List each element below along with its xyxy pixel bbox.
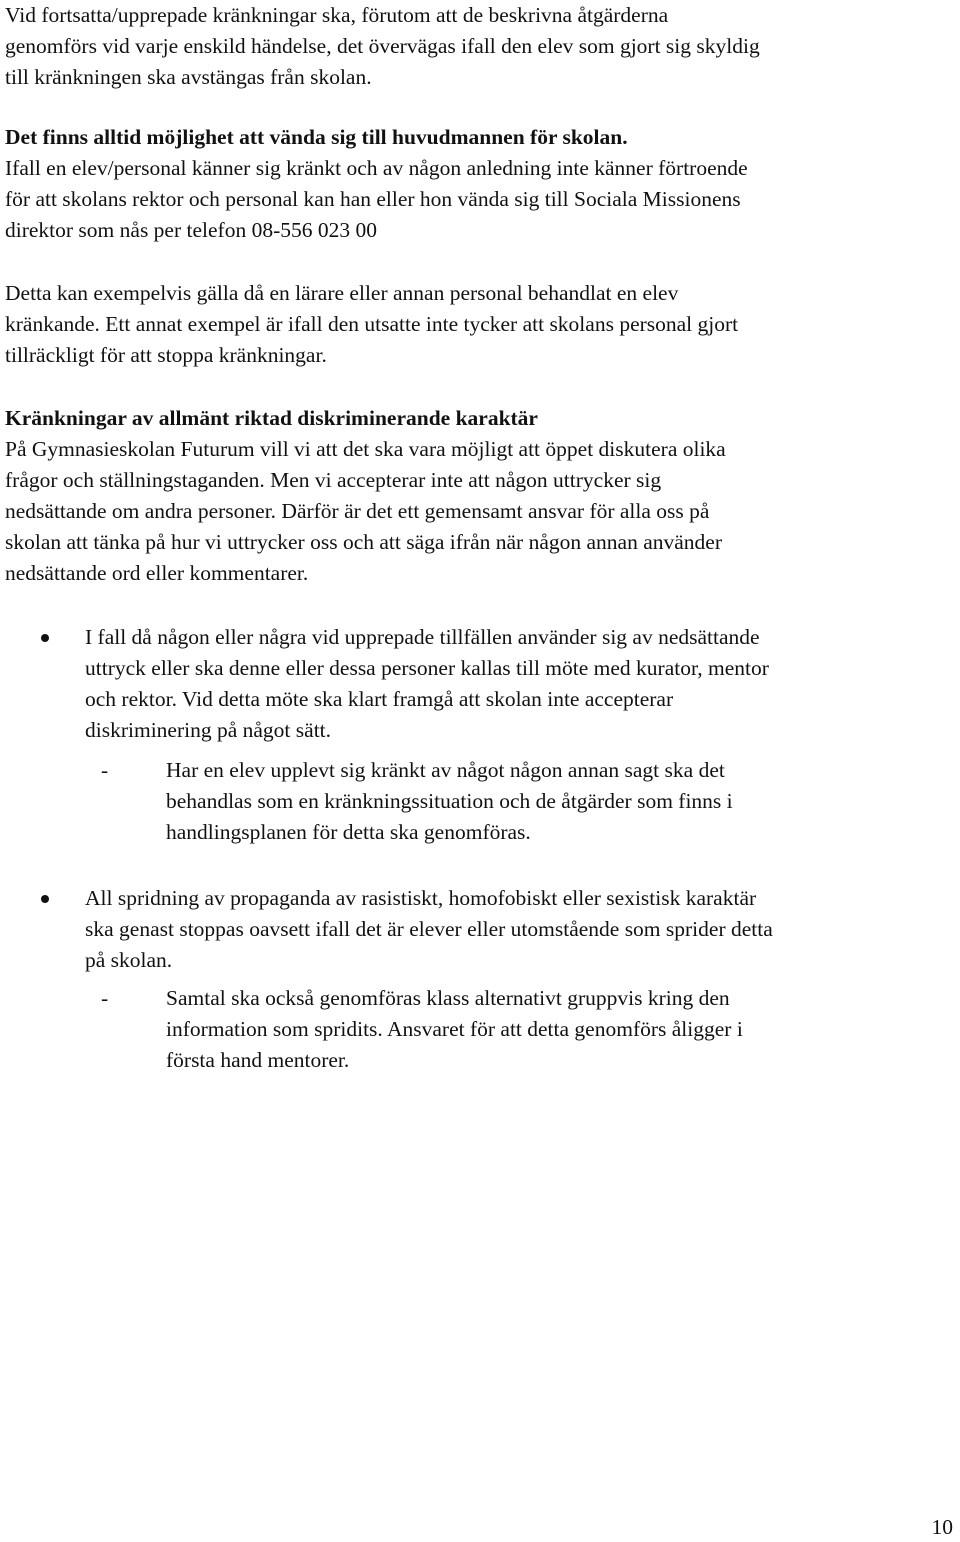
text-line: för att skolans rektor och personal kan han eller hon vända sig till Sociala Missionens bbox=[5, 187, 741, 211]
dash-marker: - bbox=[101, 758, 109, 782]
dash-marker: - bbox=[101, 986, 109, 1010]
dash-text bbox=[166, 983, 743, 1076]
text-line: Vid fortsatta/upprepade kränkningar ska, förutom att de beskrivna åtgärderna bbox=[5, 3, 669, 27]
bullet-item bbox=[5, 883, 773, 976]
text-line: på skolan. bbox=[85, 948, 173, 972]
text-line: All spridning av propaganda av rasistiskt, homofobiskt eller sexistisk karaktär bbox=[85, 886, 757, 910]
text-line: till kränkningen ska avstängas från skolan. bbox=[5, 65, 372, 89]
section-heading: Kränkningar av allmänt riktad diskriminerande karaktär bbox=[5, 406, 538, 430]
text-line: handlingsplanen för detta ska genomföras. bbox=[166, 820, 531, 844]
discrimination-section bbox=[5, 403, 726, 589]
text-line: diskriminering på något sätt. bbox=[85, 718, 332, 742]
text-line: På Gymnasieskolan Futurum vill vi att det ska vara möjligt att öppet diskutera olika bbox=[5, 437, 726, 461]
section-heading: Det finns alltid möjlighet att vända sig till huvudmannen för skolan. bbox=[5, 125, 628, 149]
page-number: 10 bbox=[931, 1515, 953, 1539]
text-line: nedsättande om andra personer. Därför är det ett gemensamt ansvar för alla oss på bbox=[5, 499, 710, 523]
text-line: kränkande. Ett annat exempel är ifall den utsatte inte tycker att skolans personal gjort bbox=[5, 312, 739, 336]
text-line: Ifall en elev/personal känner sig kränkt och av någon anledning inte känner förtroende bbox=[5, 156, 748, 180]
text-line: direktor som nås per telefon 08-556 023 00 bbox=[5, 218, 377, 242]
text-line: tillräckligt för att stoppa kränkningar. bbox=[5, 343, 327, 367]
text-line: Har en elev upplevt sig kränkt av något någon annan sagt ska det bbox=[166, 758, 725, 782]
text-line: nedsättande ord eller kommentarer. bbox=[5, 561, 309, 585]
principal-section bbox=[5, 122, 748, 246]
text-line: genomförs vid varje enskild händelse, det övervägas ifall den elev som gjort sig skyldig bbox=[5, 34, 760, 58]
bullet-dot-icon bbox=[41, 895, 49, 903]
paragraph-text bbox=[5, 0, 760, 93]
bullet-item bbox=[5, 622, 769, 746]
dash-item bbox=[5, 983, 743, 1076]
paragraph-text bbox=[5, 403, 726, 589]
text-line: behandlas som en kränkningssituation och de åtgärder som finns i bbox=[166, 789, 733, 813]
text-line: och rektor. Vid detta möte ska klart framgå att skolan inte accepterar bbox=[85, 687, 674, 711]
dash-text bbox=[166, 755, 733, 848]
text-line: frågor och ställningstaganden. Men vi accepterar inte att någon uttrycker sig bbox=[5, 468, 662, 492]
text-line: första hand mentorer. bbox=[166, 1048, 350, 1072]
paragraph-text bbox=[5, 122, 748, 246]
intro-paragraph bbox=[5, 0, 760, 93]
text-line: skolan att tänka på hur vi uttrycker oss och att säga ifrån när någon annan använder bbox=[5, 530, 723, 554]
paragraph-text bbox=[5, 278, 738, 371]
bullet-text bbox=[85, 883, 773, 976]
bullet-text bbox=[85, 622, 769, 746]
dash-item bbox=[5, 755, 733, 848]
text-line: I fall då någon eller några vid upprepade tillfällen använder sig av nedsättande bbox=[85, 625, 760, 649]
example-paragraph bbox=[5, 278, 738, 371]
bullet-dot-icon bbox=[41, 634, 49, 642]
text-line: uttryck eller ska denne eller dessa personer kallas till möte med kurator, mentor bbox=[85, 656, 769, 680]
text-line: ska genast stoppas oavsett ifall det är elever eller utomstående som sprider detta bbox=[85, 917, 773, 941]
text-line: information som spridits. Ansvaret för att detta genomförs åligger i bbox=[166, 1017, 743, 1041]
text-line: Detta kan exempelvis gälla då en lärare eller annan personal behandlat en elev bbox=[5, 281, 679, 305]
text-line: Samtal ska också genomföras klass alternativt gruppvis kring den bbox=[166, 986, 730, 1010]
